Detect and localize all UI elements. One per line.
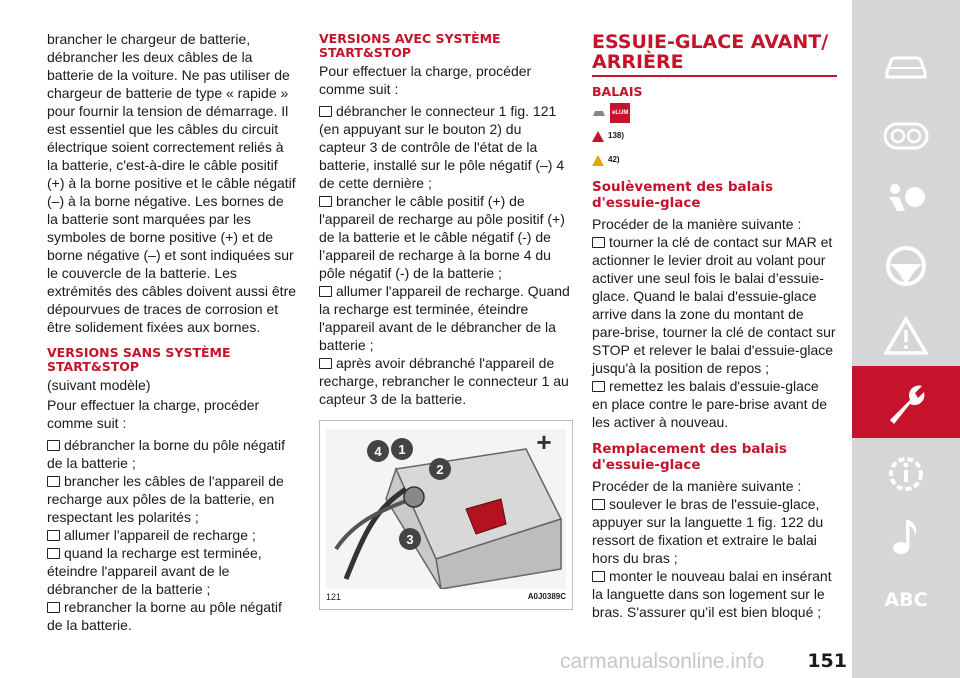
column-3 [592,30,837,621]
list-item: brancher les câbles de l'appareil de recharge aux pôles de la batterie, en respectant les polarités ; [47,473,284,525]
car-icon [883,52,929,80]
sidebar-item-dashboard[interactable] [852,100,960,172]
list-item: rebrancher la borne au pôle négatif de la batterie. [47,599,282,633]
model-note: (suivant modèle) [47,377,151,393]
checkbox-bullet-icon [319,358,332,369]
checkbox-bullet-icon [47,440,60,451]
warning-ref-138: 138) [592,127,837,145]
airbag-icon [883,181,929,221]
lead-text: Pour effectuer la charge, procéder comme suit : [47,397,260,431]
intro-paragraph: brancher le chargeur de batterie, débrancher les deux câbles de la batterie de la voiture. Ne pas utiliser de chargeur de batterie de type « rapide » pour fournir la tension de démarrage. Il est essentiel que les câbles du circuit électrique soient correctement reliés à la batterie, c'est-à-dire le câble positif (+) à la borne positive et le câble négatif (–) à la borne négative. Les bornes de la batterie sont marquées par les symboles de borne positive (+) et de borne négative (–) et sont indiquées sur le couvercle de la batterie. Les extrémités des câbles doivent aussi être dépourvues de traces de corrosion et être solidement fixées aux bornes. [47,31,297,335]
caution-triangle-icon [592,155,604,166]
bullet-list [319,102,571,408]
bullet-list [592,495,837,621]
column-2 [319,30,571,610]
heading-rule [592,75,837,77]
index-label: ABC [884,589,928,611]
list-item: remettez les balais d'essuie-glace en place contre le pare-brise avant de les activer à nouveau. [592,378,828,430]
music-icon [891,516,921,556]
lead-text: Procéder de la manière suivante : [592,478,802,494]
section-title-remplacement: Remplacement des balais d'essuie-glace [592,441,787,473]
lum-badge: eLUM [610,103,630,123]
dashboard-icon [883,121,929,151]
list-item: quand la recharge est terminée, éteindre l'appareil avant de le débrancher de la batterie ; [47,545,262,597]
list-item: allumer l'appareil de recharge ; [47,526,297,544]
sidebar-item-emergency[interactable] [852,300,960,372]
lead-text: Procéder de la manière suivante : [592,216,802,232]
list-item: tourner la clé de contact sur MAR et actionner le levier droit au volant pour activer une seul fois le balai d’essuie-glace. Quand le balai d'essuie-glace arrive dans la zone du montant de pare-brise, tourner la clé de contact sur STOP et relever le balai d'essuie-glace jusqu'à la position de repos ; [592,234,836,376]
callout-2 [429,458,451,480]
checkbox-bullet-icon [319,106,332,117]
sidebar-item-maintenance[interactable] [852,366,960,438]
section-heading-sans-start-stop: VERSIONS SANS SYSTÈME START&STOP [47,345,231,374]
column-1 [47,30,297,634]
list-item: allumer l'appareil de recharge. Quand la recharge est terminée, éteindre l'appareil avant de le débrancher de la batterie ; [319,283,570,353]
sidebar-item-multimedia[interactable] [852,500,960,572]
bullet-list [47,436,297,634]
sidebar-item-car[interactable] [852,30,960,102]
list-item: débrancher la borne du pôle négatif de la batterie ; [47,437,286,471]
checkbox-bullet-icon [592,381,605,392]
checkbox-bullet-icon [319,196,332,207]
svg-text:3: 3 [406,532,414,547]
wrench-icon [882,378,930,426]
sidebar-item-driving[interactable] [852,230,960,302]
checkbox-bullet-icon [47,476,60,487]
balais-heading: BALAIS [592,84,643,99]
lum-row [592,103,837,123]
checkbox-bullet-icon [592,499,605,510]
figure-callouts [326,429,566,589]
list-item: débrancher le connecteur 1 fig. 121 (en appuyant sur le bouton 2) du capteur 3 de contrôle de l'état de la batterie, installé sur le pôle négatif (–) 4 de cette dernière ; [319,103,565,191]
page-number: 151 [807,650,847,672]
figure-code: A0J0389C [527,592,566,601]
checkbox-bullet-icon [47,602,60,613]
chapter-heading: ESSUIE-GLACE AVANT/ ARRIÈRE [592,31,829,73]
list-item: brancher le câble positif (+) de l'appareil de recharge au pôle positif (+) de la batterie et le câble négatif (-) de l’appareil de recharge à la borne 4 du pôle négatif (-) de la batterie ; [319,193,565,281]
warning-ref-42: 42) [592,151,837,169]
callout-1 [391,438,413,460]
sidebar-item-index[interactable] [852,564,960,636]
plus-terminal-symbol: + [536,429,552,457]
svg-text:1: 1 [398,442,406,457]
list-item: monter le nouveau balai en insérant la languette dans son logement sur le bras. S'assurer qu’il est bien bloqué ; [592,568,832,620]
danger-triangle-icon [592,131,604,142]
checkbox-bullet-icon [47,548,60,559]
checkbox-bullet-icon [319,286,332,297]
checkbox-bullet-icon [592,237,605,248]
section-title-soulevement: Soulèvement des balais d'essuie-glace [592,179,774,211]
svg-text:2: 2 [436,462,444,477]
checkbox-bullet-icon [592,571,605,582]
callout-4 [367,440,389,462]
steering-wheel-icon [884,244,928,288]
sidebar-item-safety[interactable] [852,165,960,237]
warning-icon [884,316,928,356]
section-heading-avec-start-stop: VERSIONS AVEC SYSTÈME START&STOP [319,31,501,60]
figure-121-battery [319,420,573,610]
list-item: après avoir débranché l'appareil de recharge, rebrancher le connecteur 1 au capteur 3 de la batterie. [319,355,569,407]
list-item: soulever le bras de l'essuie-glace, appuyer sur la languette 1 fig. 122 du ressort de fixation et extraire le balai hors du bras ; [592,496,824,566]
chapter-sidebar [852,0,960,678]
checkbox-bullet-icon [47,530,60,541]
bullet-list [592,233,837,431]
info-gear-icon [884,452,928,496]
lead-text: Pour effectuer la charge, procéder comme suit : [319,63,532,97]
callout-3 [399,528,421,550]
svg-text:4: 4 [374,444,382,459]
figure-number: 121 [326,592,342,602]
watermark: carmanualsonline.info [560,650,765,673]
car-small-icon [592,108,606,118]
